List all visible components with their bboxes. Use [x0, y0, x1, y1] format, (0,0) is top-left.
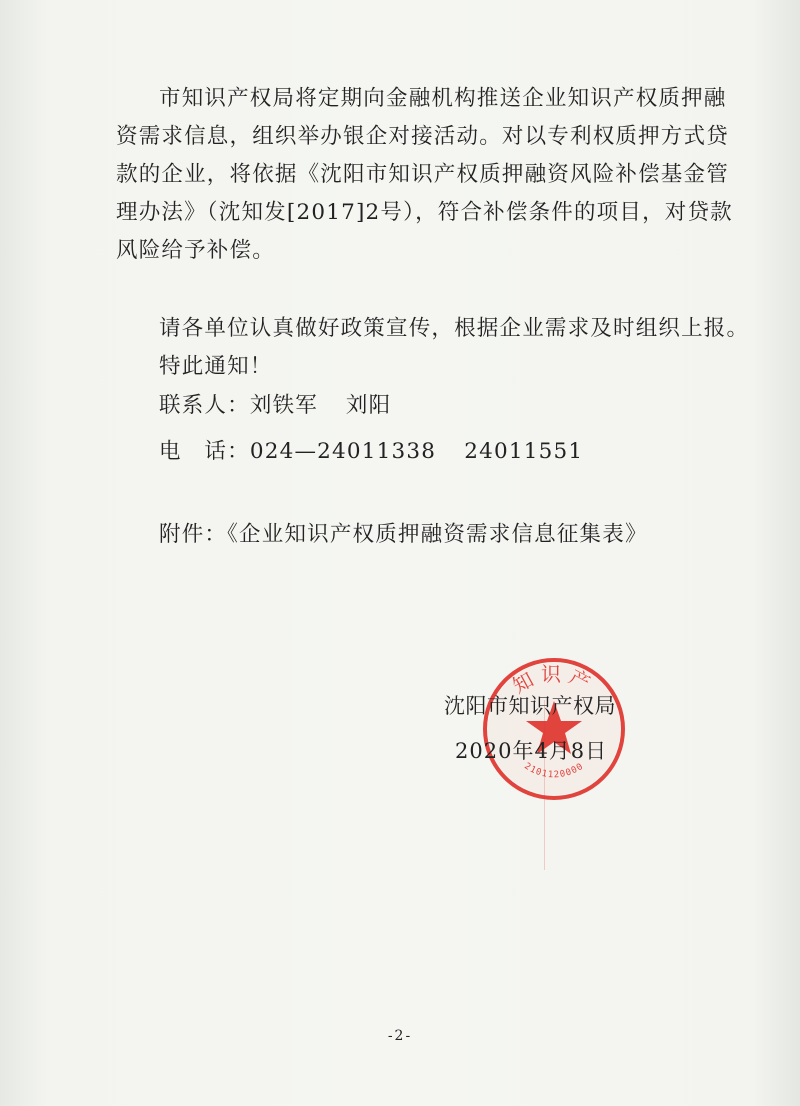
phone-label: 电 话： — [159, 439, 250, 464]
attachment-line: 附件：《企业知识产权质押融资需求信息征集表》 — [159, 522, 648, 547]
phone-number-2: 24011551 — [464, 439, 584, 464]
phone-line — [159, 433, 583, 471]
contact-name-2: 刘阳 — [345, 393, 392, 418]
signature-date: 2020年4月8日 — [455, 739, 608, 763]
contact-name-1: 刘铁军 — [249, 393, 318, 418]
signature-organization: 沈阳市知识产权局 — [444, 694, 616, 718]
notice-line: 特此通知！ — [159, 354, 273, 379]
phone-number-1: 024—24011338 — [249, 439, 437, 464]
body-paragraph-financing: 市知识产权局将定期向金融机构推送企业知识产权质押融资需求信息，组织举办银企对接活动。对以专利权质押方式贷款的企业，将依据《沈阳市知识产权质押融资风险补偿基金管理办法》（沈知发[2017]2号），符合补偿条件的项目，对贷款风险给予补偿。 — [116, 86, 733, 263]
contact-label: 联系人： — [159, 393, 250, 418]
page-number: -2- — [387, 1028, 413, 1044]
seal-top-text: 知识产 — [508, 662, 600, 698]
seal-code-text: 2101120000 — [522, 761, 586, 781]
official-seal-icon — [480, 655, 628, 803]
contact-line — [159, 387, 391, 425]
body-paragraph-request: 请各单位认真做好政策宣传，根据企业需求及时组织上报。 — [159, 316, 750, 341]
